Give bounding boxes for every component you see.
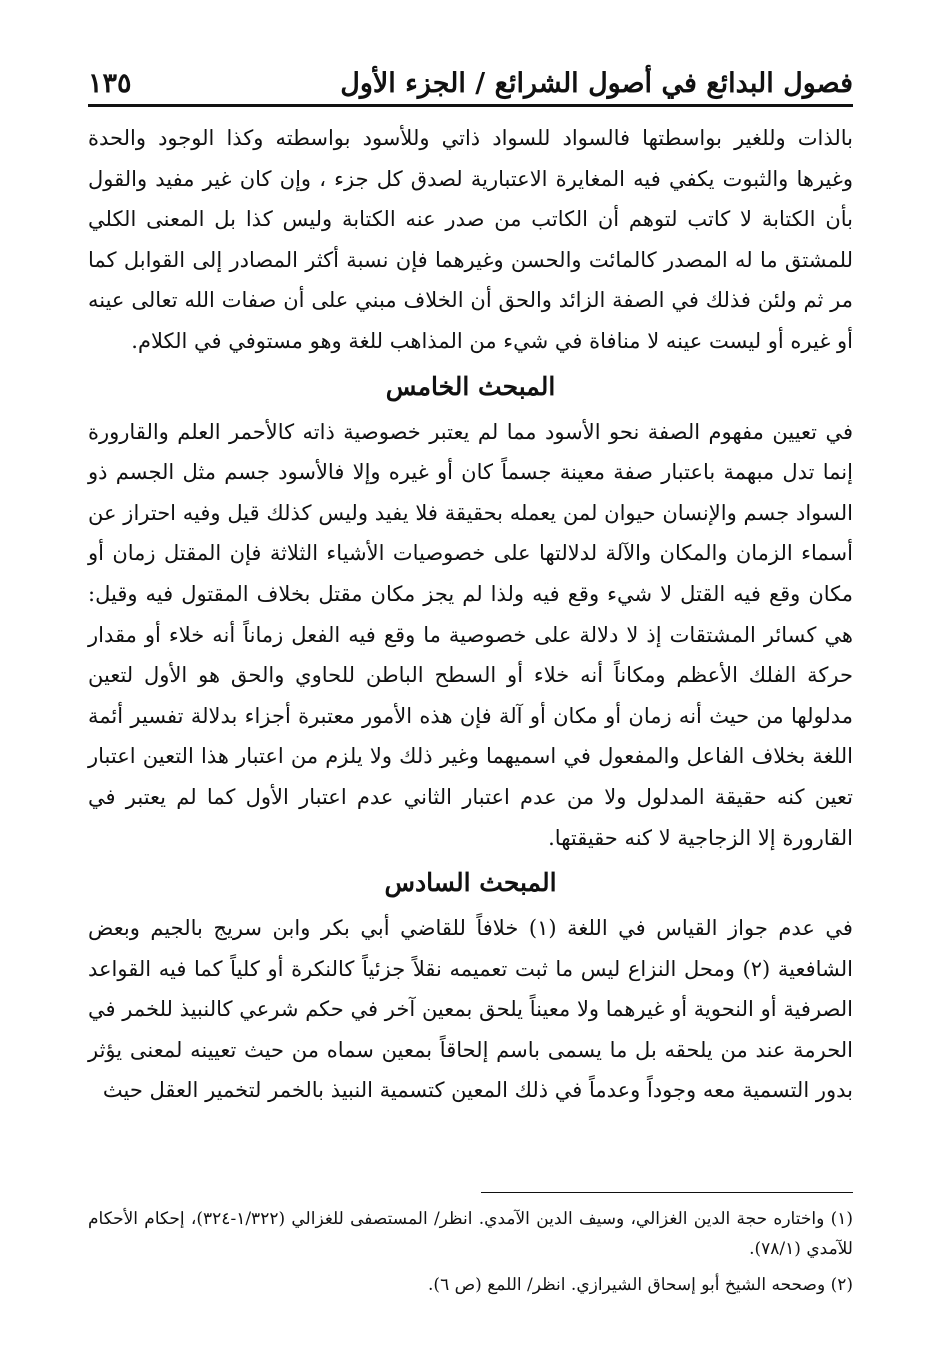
footnotes xyxy=(88,1204,853,1306)
paragraph-1: بالذات وللغير بواسطتها فالسواد للسواد ذاتي وللأسود بواسطته وكذا الوجود والحدة وغيرها والثبوت يكفي فيه المغايرة الاعتبارية لصدق كل جزء ، وإن كان غير مفيد والقول بأن الكتابة لا كاتب لتوهم أن الكاتب من صدر عنه الكتابة وليس كذا بل المعنى الكلي للمشتق ما له المصدر كالمائت والحسن وغيرهما فإن نسبة أكثر المصادر إلى القوابل كما مر ثم ولئن فذلك في الصفة الزائد والحق أن الخلاف مبني على أن صفات الله تعالى عينه أو غيره أو ليست عينه لا منافاة في شيء من المذاهب للغة وهو مستوفي في الكلام. xyxy=(88,126,853,353)
running-title: فصول البدائع في أصول الشرائع / الجزء الأول xyxy=(340,67,853,99)
paragraph-2: في تعيين مفهوم الصفة نحو الأسود مما لم يعتبر خصوصية ذاته كالأحمر العلم والقارورة إنما تدل مبهمة باعتبار صفة معينة جسماً كان أو غيره وإلا فالأسود جسم مثل الجسم ذو السواد جسم والإنسان حيوان لمن يعمله بحقيقة فلا يفيد وليس كذلك قيل وفيه احتراز عن أسماء الزمان والمكان والآلة لدلالتها على خصوصيات الأشياء الثلاثة فإن المقتل زمان أو مكان وقع فيه القتل لا شيء وقع فيه ولذا لم يجز مكان مقتل بخلاف المقتول فيه وقيل: هي كسائر المشتقات إذ لا دلالة على خصوصية ما وقع فيه الفعل زماناً أنه خلاء أو مقدار حركة الفلك الأعظم ومكاناً أنه خلاء أو السطح الباطن للحاوي والحق هو الأول لتعين مدلولها من حيث أنه زمان أو مكان أو آلة فإن هذه الأمور معتبرة أجزاء بدلالة تفسير أئمة اللغة بخلاف الفاعل والمفعول في اسميهما وغير ذلك ولا يلزم من اعتبار هذا التعين اعتبار تعين كنه حقيقة المدلول ولا من عدم اعتبار الثاني عدم اعتبار الأول كما لم يعتبر في القارورة إلا الزجاجية لا كنه حقيقتها. xyxy=(88,419,854,850)
footnote-ref-1[interactable]: (١) xyxy=(528,916,557,941)
footnote-separator xyxy=(481,1192,853,1193)
paragraph-3-part-1: في عدم جواز القياس في اللغة xyxy=(567,916,853,941)
header-rule xyxy=(88,104,853,107)
paragraph-3 xyxy=(88,908,853,1111)
page-number: ١٣٥ xyxy=(88,67,132,99)
footnote-2: (٢) وصححه الشيخ أبو إسحاق الشيرازي. انظر/ اللمع (ص ٦). xyxy=(428,1275,853,1295)
section-heading-fifth: المبحث الخامس xyxy=(385,371,556,401)
paragraph-3-part-2: خلافاً للقاضي أبي بكر وابن سريج بالجيم وبعض الشافعية xyxy=(88,916,853,981)
paragraph-3-part-3: ومحل النزاع ليس ما ثبت تعميمه نقلاً جزئياً كالنكرة أو كلياً كما فيه القواعد الصرفية أو النحوية أو غيرهما ولا معيناً يلحق بمعين آخر في حكم شرعي كالنبيذ للخمر في الحرمة عند من يلحقه بل ما يسمى باسم إلحاقاً بمعين سماه من حيث تعيينه لمعنى يؤثر بدور التسمية معه وجوداً وعدماً في ذلك المعين كتسمية النبيذ بالخمر لتخمير العقل حيث xyxy=(88,956,853,1103)
page-header xyxy=(88,52,853,100)
footnote-1: (١) واختاره حجة الدين الغزالي، وسيف الدين الآمدي. انظر/ المستصفى للغزالي (١/٣٢٢-٣٢٤)، إحكام الأحكام للآمدي (٧٨/١). xyxy=(88,1209,853,1259)
section-heading-sixth: المبحث السادس xyxy=(384,868,557,898)
page-body xyxy=(88,118,853,1111)
footnote-ref-2[interactable]: (٢) xyxy=(742,956,771,981)
